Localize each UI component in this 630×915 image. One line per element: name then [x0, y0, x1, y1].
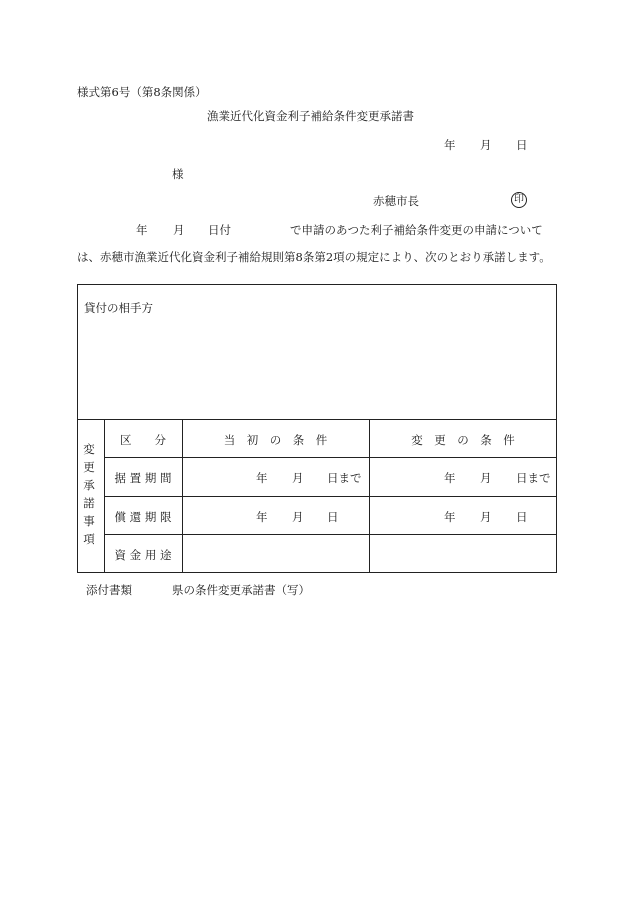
divider-header: [104, 457, 557, 458]
row-label-repayment: 償 還 期 限: [114, 510, 172, 524]
date-year-label: 年: [444, 138, 456, 152]
row2-changed-day: 日: [516, 510, 528, 524]
row1-changed-month: 月: [480, 471, 492, 485]
body-line2: は、赤穂市漁業近代化資金利子補給規則第8条第2項の規定により、次のとおり承諾します。: [77, 250, 551, 264]
date-month-label: 月: [480, 138, 492, 152]
row2-original-month: 月: [292, 510, 304, 524]
row2-original-day: 日: [327, 510, 339, 524]
recipient-suffix: 様: [172, 167, 184, 181]
conditions-table: [77, 284, 557, 573]
header-category: 区 分: [120, 433, 166, 447]
row2-changed-month: 月: [480, 510, 492, 524]
form-number: 様式第6号（第8条関係）: [77, 85, 207, 99]
header-changed: 変 更 の 条 件: [411, 433, 515, 447]
date-day-label: 日: [516, 138, 528, 152]
row-label-fund-use: 資 金 用 途: [114, 548, 172, 562]
row2-changed-year: 年: [444, 510, 456, 524]
divider-borrower: [77, 419, 557, 420]
row1-changed-year: 年: [444, 471, 456, 485]
borrower-label: 貸付の相手方: [84, 301, 153, 315]
body-line1: で申請のあつた利子補給条件変更の申請について: [290, 223, 543, 237]
row1-original-month: 月: [292, 471, 304, 485]
attachment-label: 添付書類: [86, 583, 132, 597]
row1-changed-day: 日まで: [516, 471, 551, 485]
document-title: 漁業近代化資金利子補給条件変更承諾書: [207, 109, 414, 123]
row1-original-year: 年: [256, 471, 268, 485]
body-month: 月: [173, 223, 185, 237]
row-label-deferment: 据 置 期 間: [114, 471, 172, 485]
body-year: 年: [136, 223, 148, 237]
issuer: 赤穂市長: [373, 194, 419, 208]
attachment-value: 県の条件変更承諾書（写）: [172, 583, 310, 597]
divider-row2: [104, 534, 557, 535]
body-dayfu: 日付: [208, 223, 231, 237]
header-original: 当 初 の 条 件: [223, 433, 328, 447]
side-label: 変 更 承 諾 事 項: [83, 442, 95, 546]
divider-row1: [104, 496, 557, 497]
row2-original-year: 年: [256, 510, 268, 524]
seal-mark: 印: [511, 192, 527, 208]
row1-original-day: 日まで: [327, 471, 362, 485]
